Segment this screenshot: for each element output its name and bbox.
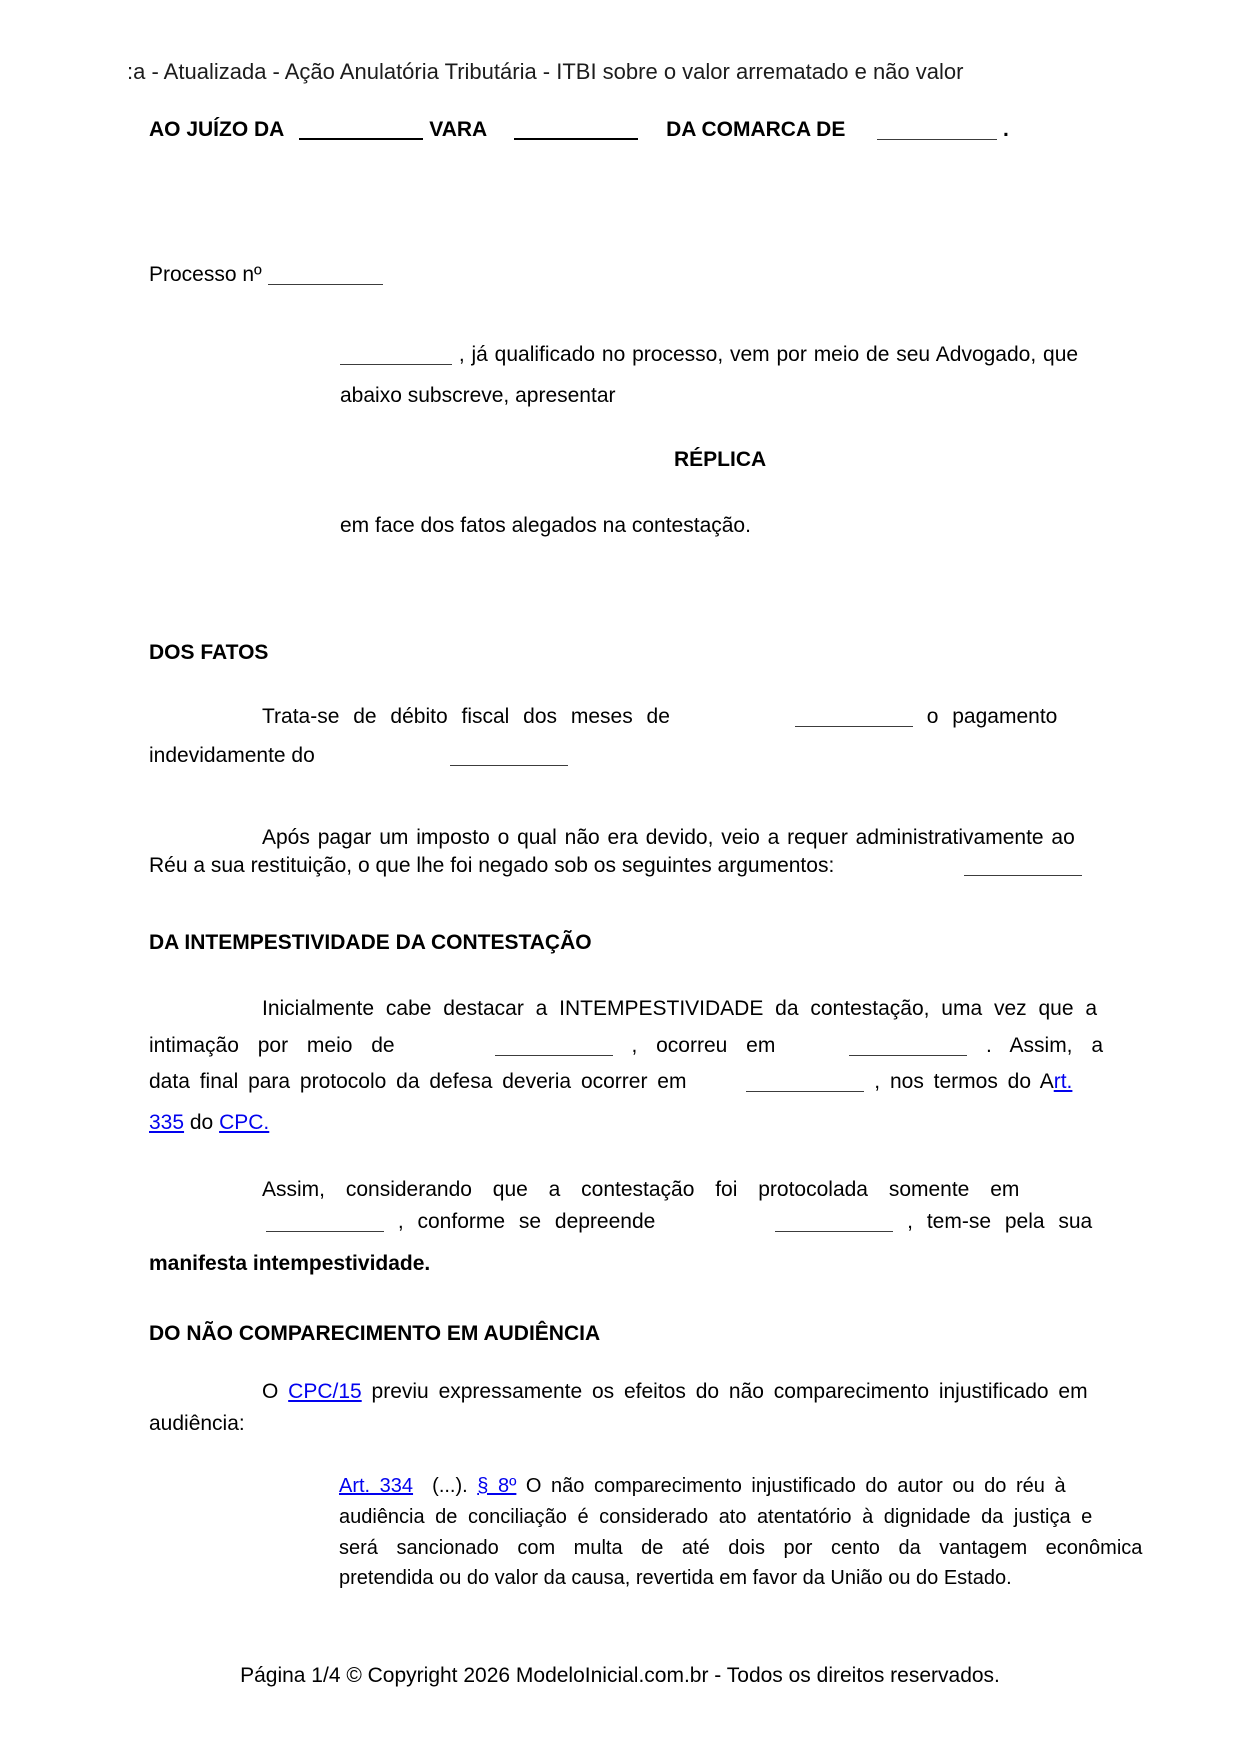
- blank-field: [299, 133, 423, 140]
- spacer: [670, 722, 795, 723]
- blank-field: [849, 1050, 967, 1056]
- text-run: Trata-se de débito fiscal dos meses de: [262, 705, 670, 728]
- audiencia-line-2: [149, 1412, 245, 1436]
- intempestividade2-line-2: [266, 1210, 1092, 1234]
- text-run: manifesta intempestividade.: [149, 1252, 431, 1275]
- text-run: DA INTEMPESTIVIDADE DA CONTESTAÇÃO: [149, 931, 592, 954]
- text-run: do: [184, 1111, 220, 1134]
- text-run: , ocorreu em: [612, 1034, 795, 1057]
- text-run: pretendida ou do valor da causa, revertida em favor da União ou do Estado.: [339, 1567, 1012, 1589]
- intempestividade-line-2: [149, 1034, 1103, 1058]
- text-run: Assim, considerando que a contestação foi protocolada somente em: [262, 1178, 1020, 1201]
- text-run: (...).: [413, 1475, 478, 1497]
- qualification-line-1: [340, 343, 1078, 367]
- court-heading: [149, 118, 1009, 142]
- link-paragrafo-8[interactable]: § 8º: [477, 1475, 517, 1497]
- text-run: Inicialmente cabe destacar a INTEMPESTIVIDADE da contestação, uma vez que a: [262, 997, 1098, 1020]
- quote-line-1: [339, 1474, 1066, 1498]
- intempestividade-line-4: [149, 1111, 269, 1135]
- link-art-334[interactable]: Art. 334: [339, 1475, 414, 1497]
- spacer: [655, 1227, 775, 1228]
- text-run: , tem-se pela sua: [893, 1210, 1093, 1233]
- spacer: [686, 1087, 746, 1088]
- text-run: RÉPLICA: [674, 448, 767, 471]
- spacer: [638, 135, 660, 136]
- text-run: audiência de conciliação é considerado ato atentatório à dignidade da justiça e: [339, 1506, 1093, 1528]
- audiencia-line-1: [262, 1380, 1088, 1404]
- section-heading-audiencia: [149, 1322, 600, 1346]
- text-run: .: [997, 118, 1009, 141]
- text-run: previu expressamente os efeitos do não comparecimento injustificado em: [361, 1380, 1088, 1403]
- intempestividade2-line-1: [262, 1178, 1019, 1202]
- blank-field: [877, 134, 997, 140]
- text-run: Processo nº: [149, 263, 268, 286]
- blank-field: [268, 279, 383, 285]
- spacer: [492, 135, 514, 136]
- text-run: , nos termos do A: [864, 1070, 1054, 1093]
- quote-line-3: [339, 1536, 1142, 1560]
- blank-field: [775, 1226, 893, 1232]
- blank-field: [495, 1050, 613, 1056]
- text-run: . Assim, a: [967, 1034, 1104, 1057]
- spacer: [834, 871, 964, 872]
- text-run: Após pagar um imposto o qual não era devido, veio a requer administrativamente ao: [262, 826, 1075, 849]
- fatos-paragraph2-line-1: [262, 826, 1075, 850]
- text-run: VARA: [423, 118, 493, 141]
- replica-heading: [674, 448, 766, 472]
- section-heading-intempestividade: [149, 931, 592, 955]
- quote-line-2: [339, 1505, 1092, 1529]
- fatos-paragraph-line-2: [149, 744, 568, 768]
- link-art-335[interactable]: 335: [149, 1111, 185, 1134]
- replica-subject-line: [340, 514, 751, 538]
- text-run: abaixo subscreve, apresentar: [340, 384, 616, 407]
- spacer: [315, 761, 450, 762]
- blank-field: [340, 359, 452, 365]
- intempestividade2-line-3: [149, 1252, 430, 1276]
- document-title: :a - Atualizada - Ação Anulatória Tributária - ITBI sobre o valor arrematado e não valor: [127, 59, 964, 84]
- spacer: [395, 1051, 495, 1052]
- fatos-paragraph-line-1: [262, 705, 1057, 729]
- text-run: audiência:: [149, 1412, 245, 1435]
- text-run: DO NÃO COMPARECIMENTO EM AUDIÊNCIA: [149, 1322, 601, 1345]
- blank-field: [266, 1226, 384, 1232]
- blank-field: [964, 870, 1082, 876]
- spacer: [289, 135, 299, 136]
- blank-field: [450, 760, 568, 766]
- section-heading-dos-fatos: [149, 641, 268, 665]
- blank-field: [514, 133, 638, 140]
- intempestividade-line-1: [262, 997, 1097, 1021]
- quote-line-4: [339, 1566, 1012, 1590]
- intempestividade-line-3: [149, 1070, 1072, 1094]
- fatos-paragraph2-line-2: [149, 854, 1082, 878]
- blank-field: [795, 721, 913, 727]
- text-run: data final para protocolo da defesa deveria ocorrer em: [149, 1070, 687, 1093]
- text-run: , já qualificado no processo, vem por meio de seu Advogado, que: [452, 343, 1079, 366]
- link-cpc-15[interactable]: CPC/15: [288, 1380, 362, 1403]
- page-footer: Página 1/4 © Copyright 2026 ModeloInicial.com.br - Todos os direitos reservados.: [240, 1664, 1000, 1687]
- text-run: DOS FATOS: [149, 641, 269, 664]
- text-run: O não comparecimento injustificado do autor ou do réu à: [516, 1475, 1066, 1497]
- link-cpc[interactable]: CPC.: [219, 1111, 270, 1134]
- text-run: indevidamente do: [149, 744, 315, 767]
- spacer: [794, 1051, 849, 1052]
- text-run: será sancionado com multa de até dois por cento da vantagem econômica: [339, 1537, 1143, 1559]
- blank-field: [746, 1086, 864, 1092]
- text-run: o pagamento: [912, 705, 1058, 728]
- text-run: DA COMARCA DE: [660, 118, 852, 141]
- spacer: [851, 135, 877, 136]
- text-run: AO JUÍZO DA: [149, 118, 290, 141]
- link-art-335-wrap[interactable]: rt.: [1053, 1070, 1073, 1093]
- text-run: Réu a sua restituição, o que lhe foi negado sob os seguintes argumentos:: [149, 854, 835, 877]
- text-run: , conforme se depreende: [384, 1210, 656, 1233]
- text-run: em face dos fatos alegados na contestação.: [340, 514, 751, 537]
- text-run: intimação por meio de: [149, 1034, 395, 1057]
- text-run: O: [262, 1380, 289, 1403]
- process-number-line: [149, 263, 383, 287]
- qualification-line-2: [340, 384, 616, 408]
